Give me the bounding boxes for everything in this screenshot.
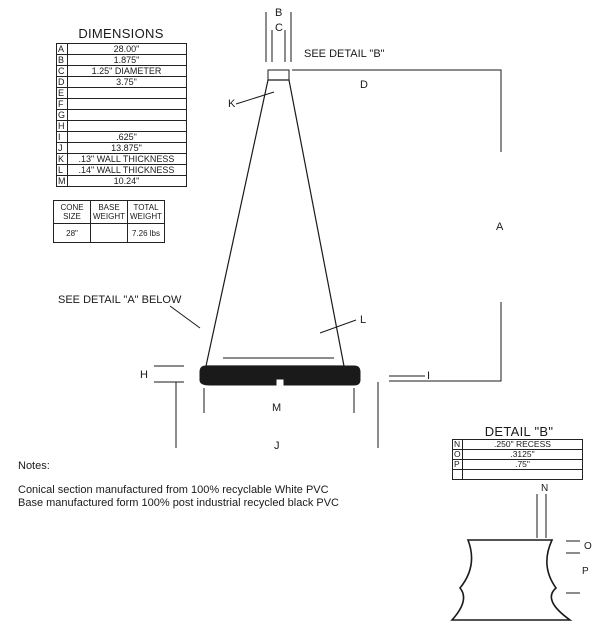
dimension-key: K (57, 154, 68, 165)
detail-b-title: DETAIL "B" (484, 424, 554, 439)
dimension-key: H (57, 121, 68, 132)
notes-title: Notes: (18, 460, 50, 472)
header-line: BASE (98, 203, 120, 212)
detail-b-key: N (453, 440, 463, 450)
detail-b-value (463, 470, 583, 480)
label-m: M (272, 402, 282, 414)
dimension-value: .625" (67, 132, 186, 143)
detail-b-value: .75" (463, 460, 583, 470)
dimension-value: 1.25" DIAMETER (67, 66, 186, 77)
label-see-detail-a: SEE DETAIL "A" BELOW (58, 294, 182, 306)
dimension-value: .14" WALL THICKNESS (67, 165, 186, 176)
dim-a-bracket-bottom (389, 302, 501, 381)
detail-b-row (453, 470, 583, 480)
label-n: N (541, 483, 549, 494)
dimension-value: .13" WALL THICKNESS (67, 154, 186, 165)
label-c: C (275, 22, 283, 34)
label-k: K (228, 98, 236, 110)
header-line: SIZE (63, 212, 81, 221)
label-p: P (582, 566, 589, 577)
detail-b-key: P (453, 460, 463, 470)
dimension-key: J (57, 143, 68, 154)
header-line: TOTAL (133, 203, 159, 212)
dimension-key: B (57, 55, 68, 66)
l-leader (320, 320, 356, 333)
dim-d-bracket (292, 70, 501, 152)
cone-base (200, 366, 360, 385)
dimensions-title: DIMENSIONS (78, 26, 164, 41)
cone-body (206, 80, 344, 366)
header-line: CONE (60, 203, 84, 212)
detail-b-table (452, 439, 583, 480)
detail-b-key (453, 470, 463, 480)
detail-b-row (453, 460, 583, 470)
label-l: L (360, 314, 367, 326)
cone-size-value: 28" (54, 224, 91, 243)
header-line: WEIGHT (93, 212, 125, 221)
label-h: H (140, 369, 148, 381)
total-weight-value: 7.26 lbs (128, 224, 165, 243)
note-line: Base manufactured form 100% post industrial recycled black PVC (18, 497, 339, 509)
detail-b-row (453, 440, 583, 450)
detail-b-value: .250" RECESS (463, 440, 583, 450)
dimension-key: G (58, 110, 66, 120)
detail-b-row (453, 450, 583, 460)
dimension-key: I (57, 132, 68, 143)
detail-b-value: .3125" (463, 450, 583, 460)
label-i: I (427, 370, 431, 382)
label-d: D (360, 79, 368, 91)
dimension-value: 28.00" (67, 44, 186, 55)
label-a: A (496, 221, 504, 233)
note-line: Conical section manufactured from 100% recyclable White PVC (18, 484, 329, 496)
cone-top-nozzle (268, 70, 289, 80)
detail-b-key: O (454, 449, 461, 459)
label-o: O (584, 541, 592, 552)
detail-b-profile (452, 540, 570, 620)
dimension-key: M (58, 176, 66, 186)
notes (18, 460, 339, 510)
dimension-key: A (57, 44, 68, 55)
dimension-value: 1.875" (67, 55, 186, 66)
header-line: WEIGHT (130, 212, 162, 221)
dimension-key: L (57, 165, 68, 176)
detail-a-leader (170, 306, 200, 328)
dimension-key: F (57, 99, 68, 110)
k-leader (236, 92, 274, 104)
dimension-key: C (57, 66, 68, 77)
dimension-value: 13.875" (67, 143, 186, 154)
dimension-key: D (57, 77, 68, 88)
label-j: J (274, 440, 280, 452)
label-see-detail-b: SEE DETAIL "B" (304, 48, 385, 60)
dimension-key: E (57, 88, 68, 99)
dimension-value: 3.75" (67, 77, 186, 88)
label-b: B (275, 7, 283, 19)
dimension-value: 10.24" (67, 176, 186, 187)
